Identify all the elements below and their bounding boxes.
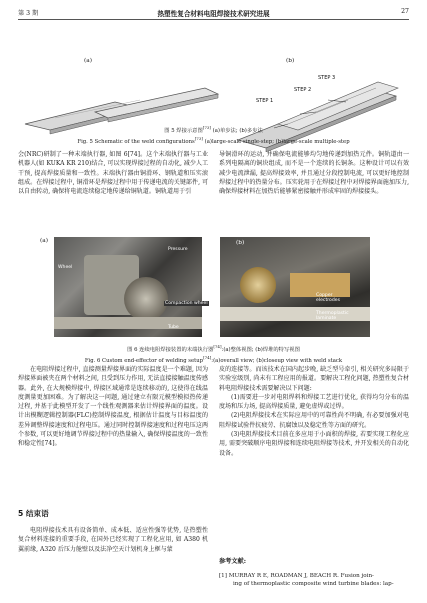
page-number: 27 xyxy=(401,8,409,15)
running-header xyxy=(18,5,409,20)
fig6-label-b: (b) xyxy=(236,240,245,246)
fig5-label-a: (a) xyxy=(84,58,92,64)
upper-right-text: 导铜滑环的运动, 并确保电流能够均匀地传递到加热元件。铜轨道由一系列电隔离的铜块组成, 而不是一个连续的长铜条。这种设计可以有效减少电流泄漏, 提高焊接效率, 并且通过分段控制电流, 可以更好地控制焊接过程中的热量分布。压实轮用于在焊接过程中对焊接界面施加压力, 确保焊接材料在加热后能够紧密接触并形成牢固的焊接接头。 xyxy=(219,151,409,196)
lower-right-p3: (2)电阻焊接技术在实际应用中的可靠性尚不明确, 有必要加强对电阻焊接试验件抗疲劳、抗腐蚀以及稳定性等方面的研究。 xyxy=(219,412,409,429)
lower-right-p2: (1)需要进一步对电阻焊料和焊接工艺进行优化, 获得均匀分布的温度场和压力场, 提高焊接质量, 避免虚焊或过焊。 xyxy=(219,393,409,411)
lower-right-p1: 皮的连接等。而该技术在国内起步晚, 缺乏型号牵引, 相关研究多局限于实验室级别, 尚未有工程应用的报道。要解决工程化问题, 热塑性复合材料电阻焊接技术需要解决以下问题: xyxy=(219,366,409,392)
fig5-step-2: STEP 2 xyxy=(294,87,312,93)
fig6-label-pressure: Pressure xyxy=(168,247,188,252)
fig6-caption: 图 6 连续电阻焊接装置的末端执行器[74]:(a)整体视图; (b)焊堆的特写视图 Fig. 6 Custom end-effector of welding setup[74]:(a)overall view; (b)closeup view with weld stack xyxy=(84,344,343,364)
upper-right-column xyxy=(219,150,409,196)
fig6-label-compaction: Compaction wheel xyxy=(165,301,208,306)
fig5-step-3: STEP 3 xyxy=(318,75,336,81)
fig6-photo-a xyxy=(54,237,202,337)
lower-left-column xyxy=(18,365,208,449)
journal-title: 热塑性复合材料电阻焊接技术研究进展 xyxy=(157,10,270,18)
lower-right-column xyxy=(219,365,409,458)
fig6-label-tube: Tube xyxy=(168,325,179,330)
fig6-label-electrodes: Copper electrodes xyxy=(316,293,340,303)
fig5-label-b: (b) xyxy=(286,58,295,64)
upper-left-column xyxy=(18,150,208,196)
ref1-number: [1] xyxy=(219,573,227,579)
temperature-control-paragraph: 在电阻焊接过程中, 直接测量焊接界面的实际温度是一个难题, 因为焊接界面被夹在两个材料之间, 且受到压力作用, 无法直接接触温度传感器。此外, 在大规模焊接中, 焊接区域通常是连续移动的, 这使得在线温度测量更加困难。为了解决这一问题, 通过建立有限元模型模拟热传递过程, 并基于此模型开发了一个线性观测器来估计焊接界面的温度。设计出模糊逻辑控制器(FLC)控制焊接温度, 根据估计温度与目标温度的差异调整焊接速度和过程电压。通过同时控制焊接速度和过程电压这两个参数, 可以更好地调节焊接过程中的热量输入, 确保焊接温度的一致性和稳定性[74]。 xyxy=(18,366,208,448)
fig5-caption: 图 5 焊接示意图[73] (a)单步法; (b)多步法 Fig. 5 Schematic of the weld configurations[73] (a)large-scale single-step; (b)large-scale multiple-step xyxy=(77,125,350,145)
fig6-photo-b xyxy=(220,237,370,337)
ref1-line2: ing of thermoplastic composite wind turbine blades: lap- xyxy=(233,581,394,588)
upper-left-text: 会(NRC)研制了一种末端执行器, 如图 6[74]。这个末端执行器与工业机器人(如 KUKA KR 210)结合, 可以实现焊接过程的自动化, 减少人工干预, 提高焊接质量和一致性。末端执行器由铜滑环、钢轨道和压实滚组成。在焊接过程中, 铜滑环是焊接过程中用于传递电流的关键部件, 可以自由转动, 确保将电流连续稳定地传递给铜轨道。铜轨道用于引 xyxy=(18,151,208,196)
reference-1 xyxy=(219,572,409,588)
references-title: 参考文献: xyxy=(219,558,247,565)
issue-number: 第 3 期 xyxy=(18,10,39,17)
conclusion-column xyxy=(18,526,208,554)
fig5-step-1: STEP 1 xyxy=(256,98,274,104)
figure-6 xyxy=(18,237,409,342)
fig6-label-wheel: Wheel xyxy=(58,265,73,270)
ref1-line1: MURRAY R E, ROADMAN J, BEACH R. Fusion join- xyxy=(228,573,374,579)
lower-right-p4: (3)电阻焊接技术目前在多应用于小面积的焊接, 若要实现工程化应用, 需要突破顺序电阻焊接和连续电阻焊接等技术, 并开发相关的自动化设备。 xyxy=(219,431,409,457)
section-title: 5 结束语 xyxy=(18,509,49,518)
fig6-label-a: (a) xyxy=(40,238,48,244)
conclusion-paragraph: 电阻焊接技术具有设备简单、成本低、适应性强等优势, 是热塑性复合材料连接的重要手段, 在国外已经实现了工程化应用, 如 A380 机翼前缘, A320 后压力舱壁以及法净空天计划机身上框与蒙 xyxy=(18,527,208,553)
fig6-label-laminate: Thermoplastic laminate xyxy=(316,311,349,321)
